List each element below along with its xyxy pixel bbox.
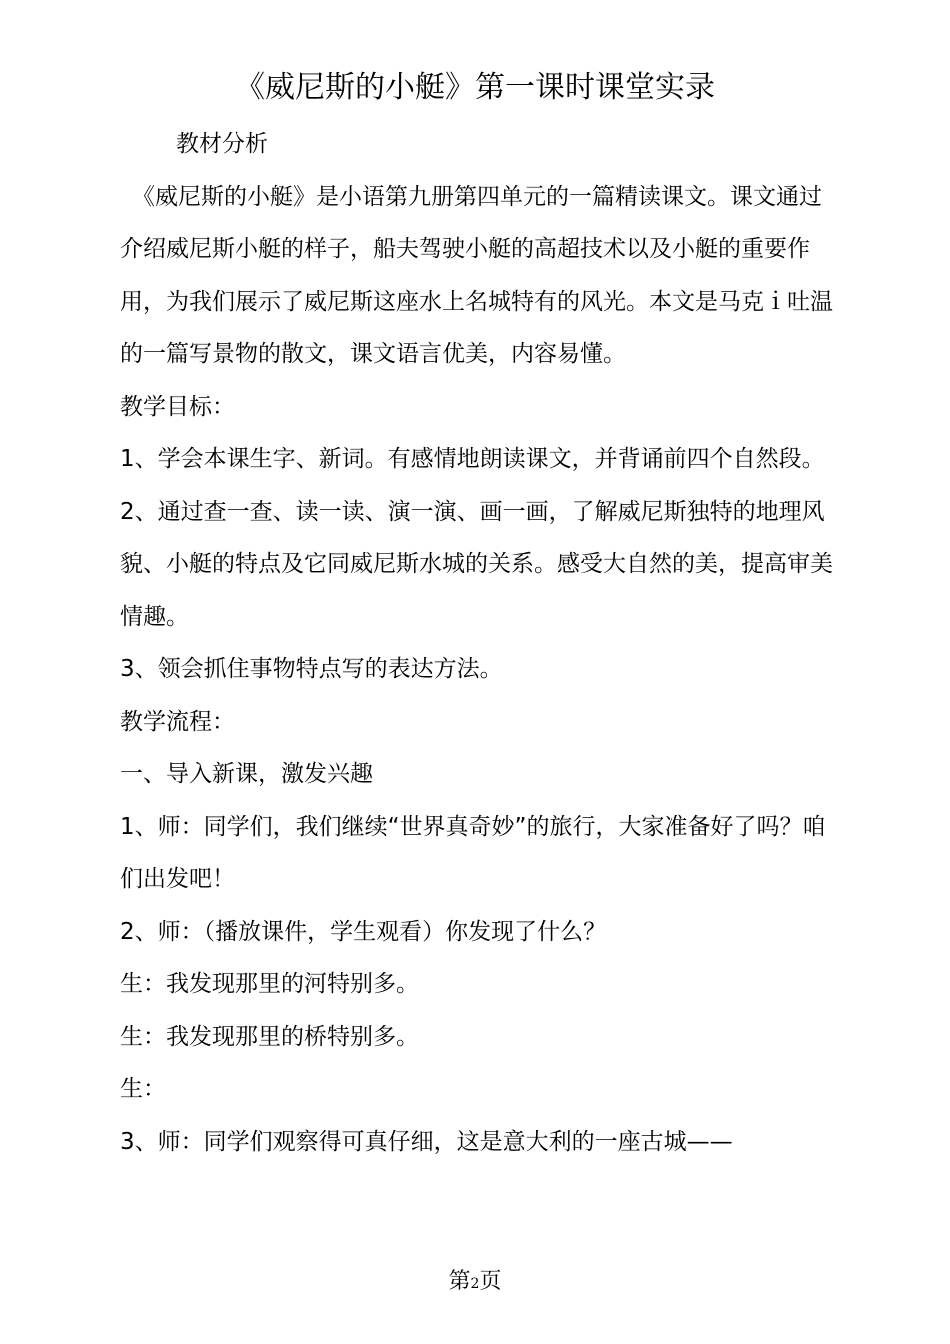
paragraph-intro: 《威尼斯的小艇》是小语第九册第四单元的一篇精读课文。课文通过介绍威尼斯小艇的样子，船夫驾驶小艇的高超技术以及小艇的重要作用，为我们展示了威尼斯这座水上名城特有的风光。本文是马克ｉ吐温的一篇写景物的散文，课文语言优美，内容易懂。	[120, 183, 833, 367]
document-body	[120, 118, 840, 1168]
paragraph-dialogue-2: 2、师：（播放课件，学生观看）你发现了什么？	[120, 918, 607, 945]
paragraph-dialogue-3: 3、师：同学们观察得可真仔细，这是意大利的一座古城——	[120, 1128, 733, 1155]
paragraph-student-3: 生：	[120, 1076, 166, 1102]
footer-suffix: 页	[479, 1269, 502, 1294]
paragraph-goal-3: 3、领会抓住事物特点写的表达方法。	[120, 656, 503, 682]
document-title: 《威尼斯的小艇》第一课时课堂实录	[235, 70, 715, 105]
paragraph-goal-2: 2、通过查一查、读一读、演一演、画一画，了解威尼斯独特的地理风貌、小艇的特点及它同威尼斯水城的关系。感受大自然的美，提高审美情趣。	[120, 498, 833, 630]
paragraph-student-1: 生：我发现那里的河特别多。	[120, 971, 419, 997]
paragraph-student-2: 生：我发现那里的桥特别多。	[120, 1023, 419, 1050]
paragraph-step-1-heading: 一、导入新课，激发兴趣	[120, 761, 373, 787]
section-heading: 教材分析	[176, 131, 268, 157]
footer-prefix: 第	[448, 1269, 471, 1294]
paragraph-flow-heading: 教学流程：	[120, 708, 235, 735]
paragraph-goal-1: 1、学会本课生字、新词。有感情地朗读课文，并背诵前四个自然段。	[120, 446, 825, 472]
paragraph-dialogue-1: 1、师：同学们，我们继续“世界真奇妙”的旅行，大家准备好了吗？咱们出发吧！	[120, 813, 826, 892]
page-number: 2	[470, 1276, 480, 1292]
paragraph-goals-heading: 教学目标：	[120, 393, 235, 420]
page-footer	[0, 1264, 950, 1302]
